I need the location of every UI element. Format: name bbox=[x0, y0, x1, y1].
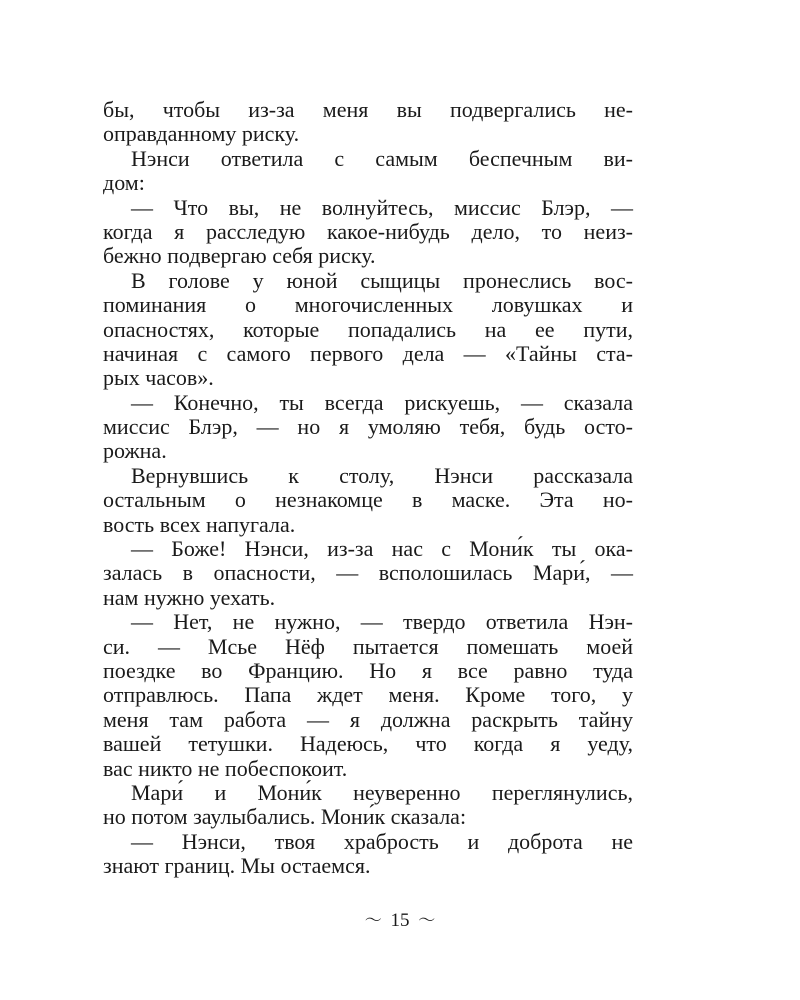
text-line: — Боже! Нэнси, из-за нас с Мони́к ты ока- bbox=[131, 536, 633, 562]
text-line: бы, чтобы из-за меня вы подвергались не- bbox=[103, 97, 633, 122]
text-line: — Что вы, не волнуйтесь, миссис Блэр, — bbox=[131, 194, 633, 220]
text-line: — Нет, не нужно, — твердо ответила Нэн- bbox=[131, 609, 633, 635]
text-line: рожна. bbox=[103, 438, 167, 464]
page-number-footer bbox=[0, 906, 800, 932]
text-line: меня там работа — я должна раскрыть тайну bbox=[103, 706, 633, 732]
text-line: си. — Мсье Нёф пытается помешать моей bbox=[103, 633, 633, 659]
text-line: Мари́ и Мони́к неуверенно переглянулись, bbox=[131, 779, 633, 805]
text-line: — Нэнси, твоя храбрость и доброта не bbox=[131, 828, 633, 854]
text-line: — Конечно, ты всегда рискуешь, — сказала bbox=[131, 389, 633, 415]
text-line: опасностях, которые попадались на ее пути, bbox=[103, 316, 633, 342]
text-line: когда я расследую какое-нибудь дело, то неиз- bbox=[103, 218, 633, 244]
text-line: миссис Блэр, — но я умоляю тебя, будь осто- bbox=[103, 414, 633, 440]
text-line: вость всех напугала. bbox=[103, 511, 296, 537]
ornament-left-icon: 〜 bbox=[364, 911, 382, 930]
text-line: отправлюсь. Папа ждет меня. Кроме того, у bbox=[103, 682, 633, 708]
text-line: оправданному риску. bbox=[103, 121, 300, 147]
text-line: остальным о незнакомце в маске. Эта но- bbox=[103, 487, 633, 513]
text-line: но потом заулыбались. Мони́к сказала: bbox=[103, 804, 467, 830]
page-number: 15 bbox=[390, 910, 410, 931]
text-line: В голове у юной сыщицы пронеслись вос- bbox=[131, 267, 633, 293]
text-line: знают границ. Мы остаемся. bbox=[103, 853, 371, 879]
text-line: рых часов». bbox=[103, 365, 214, 391]
text-line: бежно подвергаю себя риску. bbox=[103, 243, 376, 269]
text-line: поездке во Францию. Но я все равно туда bbox=[103, 657, 633, 683]
body-text bbox=[103, 98, 633, 879]
text-line: залась в опасности, — всполошилась Мари́, — bbox=[103, 560, 633, 586]
text-line: Вернувшись к столу, Нэнси рассказала bbox=[131, 462, 633, 488]
ornament-right-icon: 〜 bbox=[418, 911, 436, 930]
text-line: поминания о многочисленных ловушках и bbox=[103, 292, 633, 318]
text-line: Нэнси ответила с самым беспечным ви- bbox=[131, 145, 633, 171]
text-line: начиная с самого первого дела — «Тайны ста- bbox=[103, 340, 633, 366]
text-line: вас никто не побеспокоит. bbox=[103, 755, 348, 781]
text-line: вашей тетушки. Надеюсь, что когда я уеду, bbox=[103, 731, 633, 757]
text-line: нам нужно уехать. bbox=[103, 584, 276, 610]
text-line: дом: bbox=[103, 170, 145, 196]
